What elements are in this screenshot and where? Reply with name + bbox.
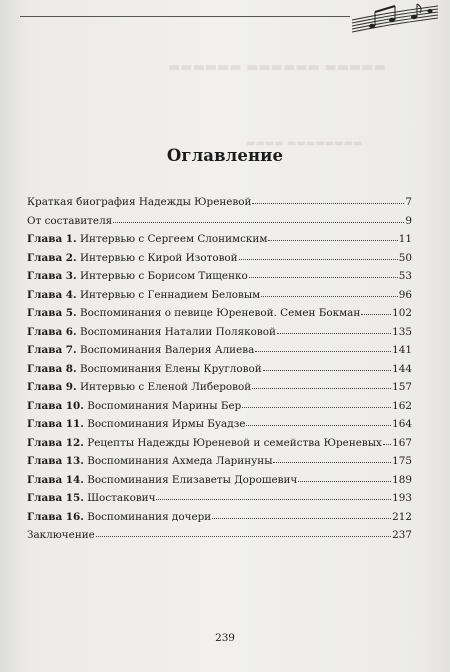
toc-leader-dots — [383, 433, 391, 445]
toc-page-number: 189 — [392, 473, 412, 486]
toc-leader-dots — [273, 451, 391, 463]
page-number: 239 — [215, 632, 235, 644]
toc-leader-dots — [249, 266, 398, 278]
toc-entry-title — [27, 452, 272, 471]
toc-entry-text: Воспоминания о певице Юреневой. Семен Бокман — [79, 307, 361, 319]
toc-page-number: 9 — [405, 214, 412, 227]
table-of-contents — [27, 193, 412, 545]
toc-chapter-label: Глава 7. — [27, 344, 77, 356]
toc-chapter-label: Глава 6. — [27, 325, 77, 338]
toc-entry-text: Воспоминания Елизаветы Дорошевич — [87, 473, 298, 486]
toc-page-number: 144 — [392, 362, 412, 375]
toc-chapter-label: Глава 11. — [27, 418, 84, 430]
toc-entry-title — [27, 360, 262, 379]
toc-entry-title — [27, 193, 251, 212]
toc-leader-dots — [239, 248, 398, 260]
toc-chapter-label: Глава 3. — [27, 270, 77, 282]
toc-leader-dots — [361, 303, 391, 315]
toc-entry-title — [27, 397, 241, 416]
toc-entry-text: Воспоминания Валерия Алиева — [79, 344, 255, 356]
toc-entry-title — [27, 323, 276, 342]
toc-page-number: 164 — [392, 418, 412, 430]
toc-entry-title — [27, 304, 360, 323]
toc-entry-text: Шостакович — [87, 492, 156, 504]
toc-chapter-label: Глава 4. — [27, 288, 77, 301]
toc-page-number: 135 — [392, 325, 412, 338]
toc-entry-title — [27, 378, 251, 397]
toc-chapter-label: Глава 14. — [27, 473, 84, 486]
toc-leader-dots — [113, 211, 404, 223]
toc-leader-dots — [156, 488, 391, 500]
toc-chapter-label: Глава 9. — [27, 381, 77, 393]
toc-entry — [27, 378, 412, 397]
toc-entry — [27, 489, 412, 508]
toc-entry-text: Интервью с Еленой Либеровой — [79, 381, 252, 393]
toc-entry — [27, 526, 412, 545]
toc-chapter-label: Глава 15. — [27, 492, 84, 504]
toc-entry — [27, 508, 412, 527]
bleed-through-text: ▬▬▬▬▬▬ ▬▬▬▬▬▬ ▬▬▬▬▬ — [168, 60, 386, 75]
toc-entry-title — [27, 286, 260, 305]
toc-chapter-label: Глава 2. — [27, 251, 77, 264]
toc-page-number: 50 — [398, 251, 412, 264]
toc-leader-dots — [277, 322, 391, 334]
toc-entry — [27, 249, 412, 268]
toc-entry-title — [27, 526, 95, 545]
toc-page-number: 96 — [398, 288, 412, 301]
toc-page-number: 53 — [398, 270, 412, 282]
toc-entry-title — [27, 508, 211, 527]
toc-entry — [27, 360, 412, 379]
toc-entry — [27, 304, 412, 323]
toc-leader-dots — [252, 192, 404, 204]
toc-page-number: 167 — [392, 436, 412, 449]
toc-entry — [27, 267, 412, 286]
toc-entry-title — [27, 267, 248, 286]
toc-entry-title — [27, 212, 112, 231]
toc-leader-dots — [263, 359, 391, 371]
toc-entry-title — [27, 249, 238, 268]
toc-leader-dots — [298, 470, 391, 482]
toc-entry — [27, 193, 412, 212]
toc-entry-text: Воспоминания Ирмы Буадзе — [87, 418, 246, 430]
toc-entry-text: Интервью с Кирой Изотовой — [79, 251, 238, 264]
toc-entry — [27, 341, 412, 360]
toc-leader-dots — [261, 285, 398, 297]
toc-entry — [27, 415, 412, 434]
toc-chapter-label: Глава 13. — [27, 455, 84, 467]
toc-page-number: 102 — [392, 307, 412, 319]
bleed-through-text: ▬▬▬▬ ▬▬▬▬▬▬▬▬ — [246, 138, 363, 149]
page-title: Оглавление — [166, 146, 284, 165]
toc-page-number: 157 — [392, 381, 412, 393]
toc-entry — [27, 452, 412, 471]
toc-entry-text: Воспоминания Елены Кругловой — [79, 362, 262, 375]
toc-page-number: 175 — [392, 455, 412, 467]
toc-page-number: 193 — [392, 492, 412, 504]
toc-entry-text: Заключение — [27, 529, 95, 541]
toc-page-number: 212 — [392, 510, 412, 523]
toc-chapter-label: Глава 8. — [27, 362, 77, 375]
toc-entry-text: От составителя — [27, 214, 113, 227]
toc-leader-dots — [242, 396, 391, 408]
toc-entry — [27, 286, 412, 305]
toc-entry-text: Рецепты Надежды Юреневой и семейства Юреневых — [87, 436, 382, 449]
toc-page-number: 7 — [405, 196, 412, 208]
toc-page-number: 141 — [392, 344, 412, 356]
toc-chapter-label: Глава 16. — [27, 510, 84, 523]
toc-entry — [27, 323, 412, 342]
toc-chapter-label: Глава 10. — [27, 399, 84, 412]
toc-leader-dots — [212, 507, 391, 519]
toc-entry-text: Краткая биография Надежды Юреневой — [27, 196, 252, 208]
toc-leader-dots — [255, 340, 391, 352]
toc-entry-text: Воспоминания Ахмеда Ларинуны — [87, 455, 273, 467]
toc-leader-dots — [268, 229, 397, 241]
toc-entry — [27, 471, 412, 490]
music-notes-icon — [352, 2, 438, 36]
toc-entry — [27, 434, 412, 453]
toc-entry-text: Воспоминания Марины Бер — [87, 399, 242, 412]
toc-entry-text: Интервью с Сергеем Слонимским — [79, 233, 268, 245]
toc-entry-title — [27, 489, 155, 508]
toc-leader-dots — [252, 377, 391, 389]
toc-entry — [27, 230, 412, 249]
toc-entry-title — [27, 230, 267, 249]
toc-chapter-label: Глава 5. — [27, 307, 77, 319]
toc-leader-dots — [96, 525, 391, 537]
toc-entry — [27, 397, 412, 416]
toc-entry-title — [27, 341, 254, 360]
toc-page-number: 237 — [392, 529, 412, 541]
toc-leader-dots — [246, 414, 391, 426]
toc-entry-text: Интервью с Борисом Тищенко — [79, 270, 248, 282]
toc-entry-text: Интервью с Геннадием Беловым — [79, 288, 261, 301]
toc-entry — [27, 212, 412, 231]
toc-page-number: 11 — [398, 233, 412, 245]
toc-page-number: 162 — [392, 399, 412, 412]
toc-entry-text: Воспоминания дочери — [87, 510, 212, 523]
toc-entry-title — [27, 434, 382, 453]
toc-entry-title — [27, 415, 245, 434]
toc-entry-text: Воспоминания Наталии Поляковой — [79, 325, 276, 338]
toc-entry-title — [27, 471, 297, 490]
toc-chapter-label: Глава 1. — [27, 233, 77, 245]
toc-chapter-label: Глава 12. — [27, 436, 84, 449]
header-rule — [20, 16, 350, 17]
